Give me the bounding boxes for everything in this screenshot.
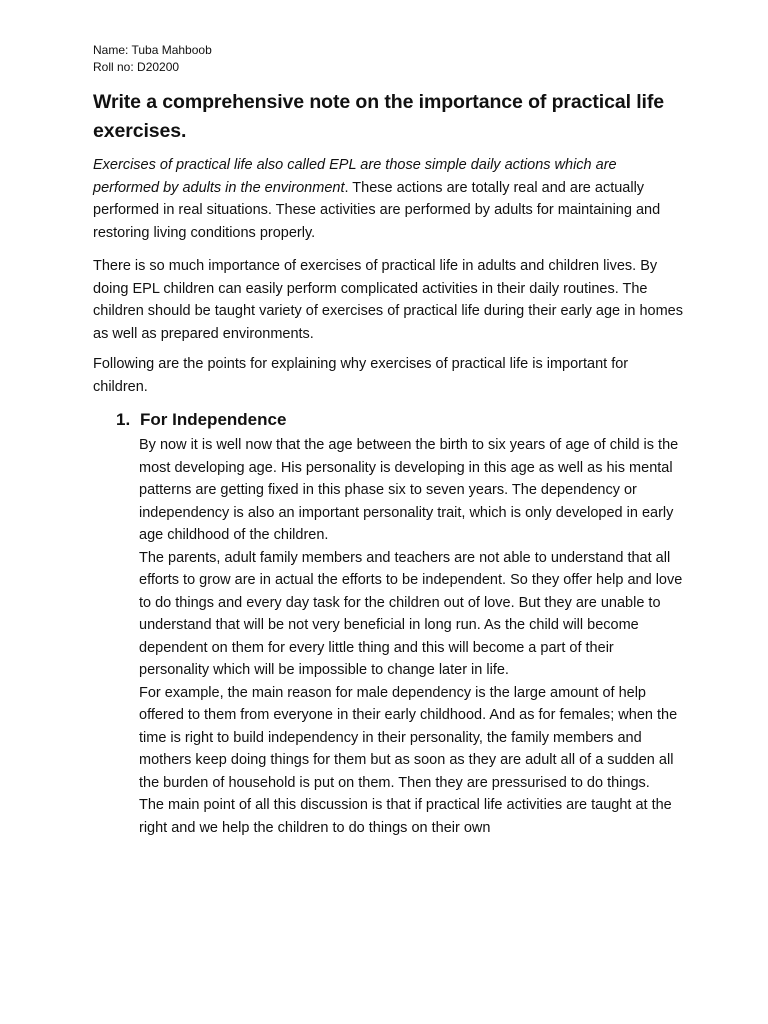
section-heading xyxy=(116,408,286,432)
intro-italic-text: Exercises of practical life also called EPL are those simple daily actions which are performed by adults in the environment xyxy=(93,157,617,196)
intro-regular-text: . These actions are totally real and are actually performed in real situations. These activities are performed by adults for maintaining and restoring living conditions properly. xyxy=(93,179,661,241)
points-intro-paragraph: Following are the points for explaining why exercises of practical life is important for children. xyxy=(93,356,629,395)
document-title: Write a comprehensive note on the importance of practical life exercises. xyxy=(93,91,664,142)
section-paragraph: The parents, adult family members and teachers are not able to understand that all efforts to grow are in actual the efforts to be independent. So they offer help and love to do things and every day task for the children out of love. But they are unable to understand that will be not very beneficial in long run. As the child will become dependent on them for every little thing and this will become a part of their personality which will be impossible to change later in life. xyxy=(139,549,683,678)
section-paragraph: The main point of all this discussion is that if practical life activities are taught at the right and we help the children to do things on their own xyxy=(139,797,672,836)
importance-paragraph: There is so much importance of exercises of practical life in adults and children lives. By doing EPL children can easily perform complicated activities in their daily routines. The children should be taught variety of exercises of practical life during their early age in homes as well as prepared environments. xyxy=(93,258,683,342)
section-body xyxy=(139,434,684,839)
intro-paragraph xyxy=(93,154,683,244)
section-number: 1. xyxy=(116,410,131,429)
roll-number-line: Roll no: D20200 xyxy=(93,60,180,74)
student-name-line: Name: Tuba Mahboob xyxy=(93,43,212,57)
section-paragraph: By now it is well now that the age between the birth to six years of age of child is the most developing age. His personality is developing in this age as well as his mental patterns are getting fixed in this phase six to seven years. The dependency or independency is also an important personality trait, which is only developed in early age childhood of the children. xyxy=(139,437,679,543)
section-heading-text: For Independence xyxy=(140,410,287,429)
section-paragraph: For example, the main reason for male dependency is the large amount of help offered to them from everyone in their early childhood. And as for females; when the time is right to build independency in their personality, the family members and mothers keep doing things for them but as soon as they are adult all of a sudden all the burden of household is put on them. Then they are pressurised to do things. xyxy=(139,684,678,791)
